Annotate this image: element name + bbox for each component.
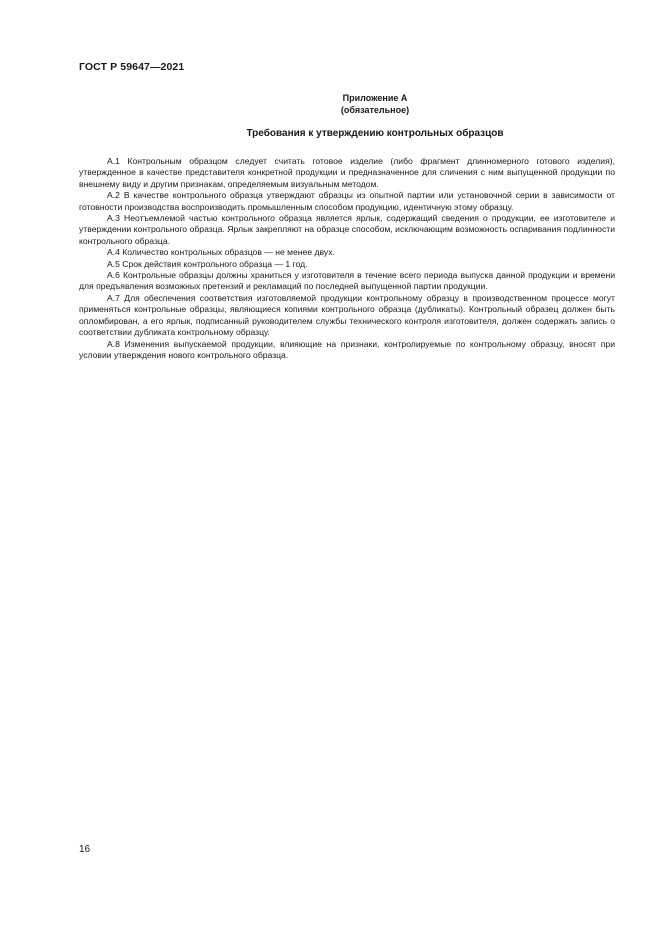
paragraph-a2: А.2 В качестве контрольного образца утверждают образцы из опытной партии или установочной серии в зависимости от готовности производства воспроизводить промышленным способом продукцию, идентичную этому образцу. (79, 190, 615, 212)
paragraph-a6: А.6 Контрольные образцы должны храниться у изготовителя в течение всего периода выпуска данной продукции и времени для предъявления возможных претензий и рекламаций по последней выпущенной партии продукции. (79, 270, 615, 292)
document-code: ГОСТ Р 59647—2021 (79, 61, 185, 73)
paragraph-a8: А.8 Изменения выпускаемой продукции, влияющие на признаки, контролируемые по контрольному образцу, вносят при условии утверждения нового контрольного образца. (79, 338, 615, 360)
section-heading: Требования к утверждению контрольных образцов (246, 128, 504, 139)
paragraph-a4: А.4 Количество контрольных образцов — не менее двух. (107, 247, 335, 258)
appendix-title: Приложение А (342, 93, 408, 103)
body-text (79, 156, 615, 361)
paragraph-a7: А.7 Для обеспечения соответствия изготовляемой продукции контрольному образцу в производственном процессе могут применяться контрольные образцы, являющиеся копиями контрольного образца (дубликаты). Контрольный образец должен быть опломбирован, а его ярлык, подписанный руководителем службы технического контроля изготовителя, должен содержать запись о соответствии дубликата контрольному образцу. (79, 292, 615, 338)
appendix-status: (обязательное) (340, 105, 410, 115)
paragraph-a5: А.5 Срок действия контрольного образца — 1 год. (107, 258, 308, 269)
paragraph-a1: А.1 Контрольным образцом следует считать готовое изделие (либо фрагмент длинномерного готового изделия), утвержденное в качестве представителя конкретной продукции и предназначенное для сличения с ним выпущенной продукции по внешнему виду и другим признакам, определяемым визуальным методом. (79, 156, 615, 189)
page-number: 16 (79, 844, 91, 855)
paragraph-a3: А.3 Неотъемлемой частью контрольного образца является ярлык, содержащий сведения о продукции, ее изготовителе и утверждении контрольного образца. Ярлык закрепляют на образце способом, исключающим возможность оспаривания подлинности контрольного образца. (79, 213, 615, 246)
